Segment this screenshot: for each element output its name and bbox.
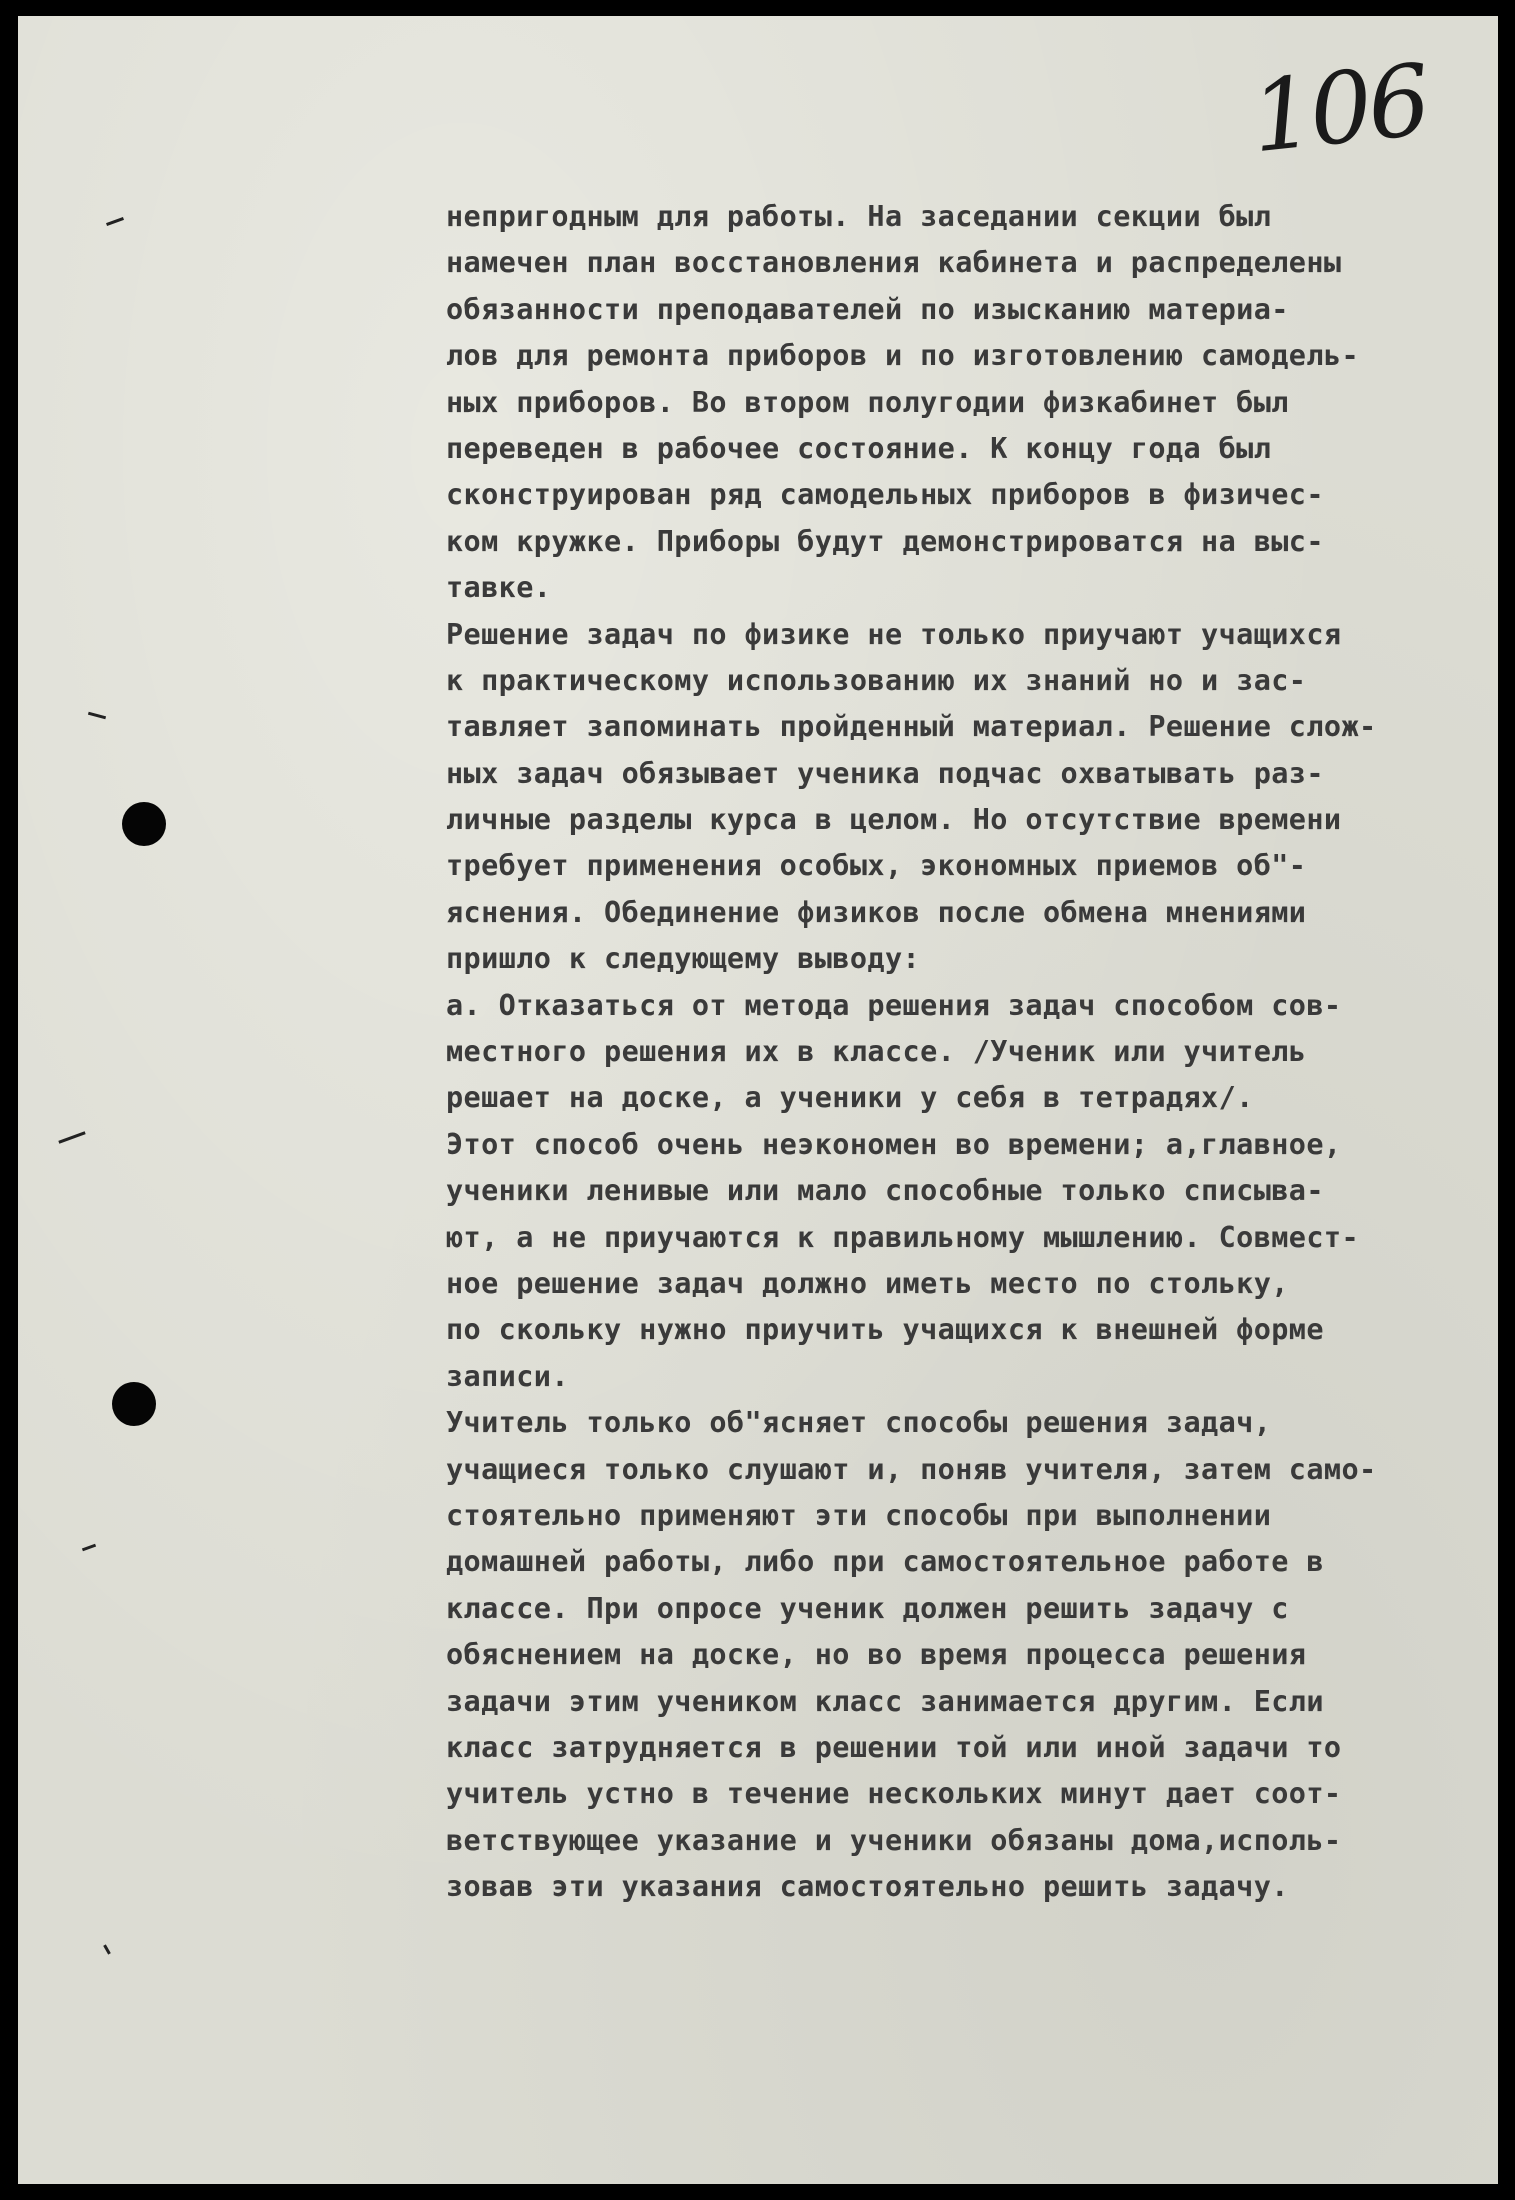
text-line: задачи этим учеником класс занимается другим. Если	[446, 1684, 1324, 1718]
text-line: Этот способ очень неэкономен во времени; а,главное,	[446, 1127, 1342, 1161]
text-line: к практическому использованию их знаний но и зас-	[446, 663, 1307, 697]
text-line: записи.	[446, 1359, 569, 1393]
text-line: местного решения их в классе. /Ученик или учитель	[446, 1035, 1307, 1069]
text-line: яснения. Обединение физиков после обмена мнениями	[446, 895, 1307, 929]
text-line: ветствующее указание и ученики обязаны дома,исполь-	[446, 1823, 1342, 1857]
text-line: ют, а не приучаются к правильному мышлению. Совмест-	[446, 1220, 1360, 1254]
text-line: стоятельно применяют эти способы при выполнении	[446, 1498, 1272, 1532]
text-line: ных задач обязывает ученика подчас охватывать раз-	[446, 756, 1324, 790]
text-line: решает на доске, а ученики у себя в тетрадях/.	[446, 1081, 1254, 1115]
text-line: классе. При опросе ученик должен решить задачу с	[446, 1591, 1289, 1625]
text-line: сконструирован ряд самодельных приборов в физичес-	[446, 478, 1324, 512]
text-line: Решение задач по физике не только приучают учащихся	[446, 617, 1342, 651]
text-line: тавляет запоминать пройденный материал. Решение слож-	[446, 710, 1377, 744]
text-line: а. Отказаться от метода решения задач способом сов-	[446, 988, 1342, 1022]
text-line: обяснением на доске, но во время процесса решения	[446, 1638, 1307, 1672]
text-line: по скольку нужно приучить учащихся к внешней форме	[446, 1313, 1324, 1347]
margin-mark	[82, 1544, 96, 1552]
body-text	[446, 194, 1486, 1910]
text-line: домашней работы, либо при самостоятельное работе в	[446, 1545, 1324, 1579]
text-line: ученики ленивые или мало способные только списыва-	[446, 1174, 1324, 1208]
text-line: класс затрудняется в решении той или иной задачи то	[446, 1730, 1342, 1764]
punch-hole	[112, 1382, 156, 1426]
text-line: ком кружке. Приборы будут демонстрироватся на выс-	[446, 524, 1324, 558]
punch-hole	[122, 802, 166, 846]
text-line: личные разделы курса в целом. Но отсутствие времени	[446, 803, 1342, 837]
text-line: тавке.	[446, 571, 552, 605]
text-line: пришло к следующему выводу:	[446, 942, 921, 976]
margin-mark	[103, 1944, 111, 1954]
text-line: зовав эти указания самостоятельно решить задачу.	[446, 1870, 1289, 1904]
text-line: намечен план восстановления кабинета и распределены	[446, 246, 1342, 280]
text-line: учащиеся только слушают и, поняв учителя, затем само-	[446, 1452, 1377, 1486]
text-line: требует применения особых, экономных приемов об"-	[446, 849, 1307, 883]
margin-mark	[88, 712, 106, 720]
text-line: Учитель только об"ясняет способы решения задач,	[446, 1406, 1272, 1440]
text-line: переведен в рабочее состояние. К концу года был	[446, 431, 1272, 465]
text-line: учитель устно в течение нескольких минут дает соот-	[446, 1777, 1342, 1811]
margin-mark	[58, 1131, 85, 1143]
text-line: лов для ремонта приборов и по изготовлению самодель-	[446, 339, 1360, 373]
margin-mark	[106, 217, 124, 226]
text-line: ное решение задач должно иметь место по стольку,	[446, 1266, 1289, 1300]
text-line: ных приборов. Во втором полугодии физкабинет был	[446, 385, 1289, 419]
typewritten-page	[18, 16, 1498, 2184]
folio-number: 106	[1246, 43, 1433, 176]
text-line: непригодным для работы. На заседании секции был	[446, 200, 1272, 233]
text-line: обязанности преподавателей по изысканию материа-	[446, 292, 1289, 326]
